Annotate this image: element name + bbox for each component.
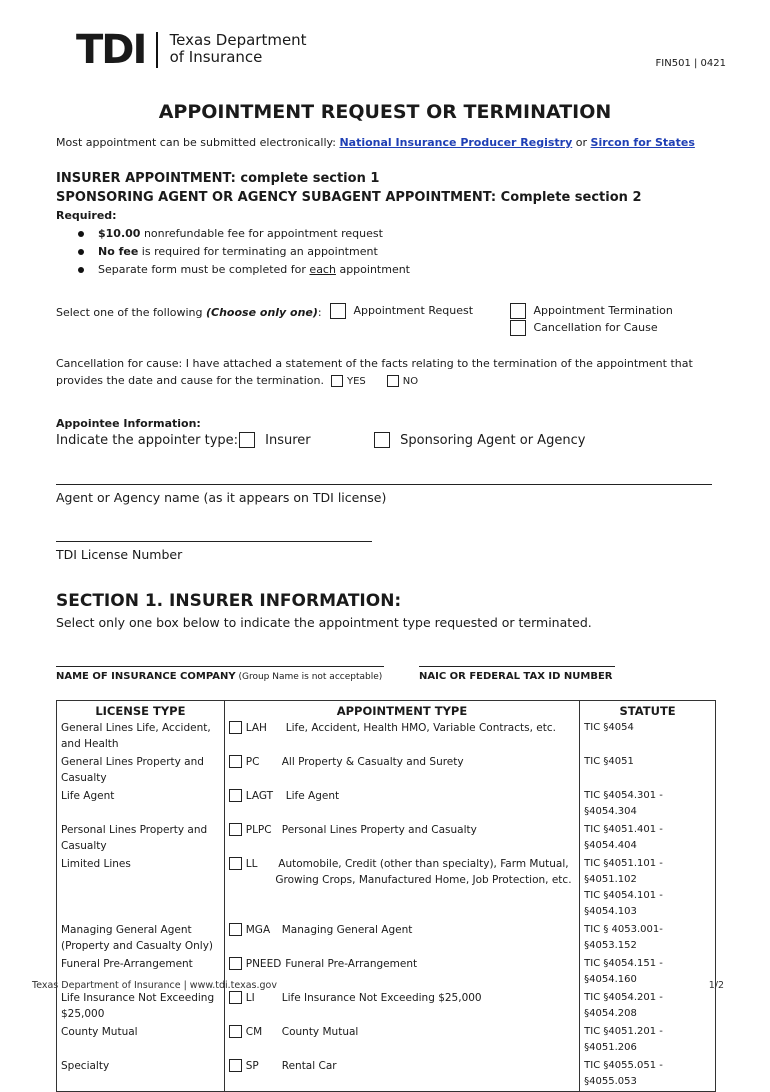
statute-cell: TIC §4054 [580,719,716,753]
appointment-cell: LAGT Life Agent [224,787,579,821]
bullet-icon [78,267,84,273]
required-item-nofee: No fee is required for terminating an appointment [78,245,378,258]
statute-cell: TIC §4051.201 - §4051.206 [580,1023,716,1057]
yes-checkbox[interactable] [331,375,343,387]
checkbox[interactable] [229,857,242,870]
table-row [57,1023,716,1057]
appointment-cell: LI Life Insurance Not Exceeding $25,000 [224,989,579,1023]
appointment-cell: SP Rental Car [224,1057,579,1092]
bullet-icon [78,249,84,255]
table-header-row [57,701,716,720]
license-cell: General Lines Life, Accident, and Health [57,719,225,753]
required-item-fee: $10.00 nonrefundable fee for appointment request [78,227,383,240]
license-cell: Funeral Pre-Arrangement [57,955,225,989]
form-code: FIN501 | 0421 [655,58,726,69]
agent-name-label: Agent or Agency name (as it appears on TDI license) [56,490,387,505]
cancellation-line2: provides the date and cause for the termination. YES NO [56,374,419,387]
table-row [57,821,716,855]
statute-cell: TIC §4051.401 - §4054.404 [580,821,716,855]
license-cell: General Lines Property and Casualty [57,753,225,787]
checkbox[interactable] [229,1059,242,1072]
license-cell: Limited Lines [57,855,225,921]
statute-cell: TIC §4055.051 - §4055.053 [580,1057,716,1092]
appointment-cell: PNEED Funeral Pre-Arrangement [224,955,579,989]
checkbox[interactable] [229,823,242,836]
section1-instruction: Select only one box below to indicate the appointment type requested or terminated. [56,615,592,630]
appointment-type-table [56,700,716,1092]
statute-cell: TIC §4054.151 - §4054.160 [580,955,716,989]
page-title: APPOINTMENT REQUEST OR TERMINATION [158,101,612,123]
cancellation-line1: Cancellation for cause: I have attached a statement of the facts relating to the termination of the appointment that [56,357,693,370]
table-row [57,753,716,787]
insurer-heading: INSURER APPOINTMENT: complete section 1 [56,171,380,186]
intro-line [56,136,695,149]
statute-cell: TIC §4054.301 - §4054.304 [580,787,716,821]
agent-name-field[interactable] [56,484,712,485]
license-cell: Managing General Agent (Property and Casualty Only) [57,921,225,955]
option-sponsoring-agent[interactable]: Sponsoring Agent or Agency [374,432,585,448]
header-appointment-type: APPOINTMENT TYPE [224,701,579,720]
header-statute: STATUTE [580,701,716,720]
tdi-logo [76,27,307,73]
checkbox[interactable] [229,789,242,802]
logo-divider [156,32,158,68]
header-license-type: LICENSE TYPE [57,701,225,720]
appointment-cell: PLPC Personal Lines Property and Casualty [224,821,579,855]
no-checkbox[interactable] [387,375,399,387]
logo-mark: TDI [76,27,146,73]
option-appointment-request[interactable]: Appointment Request [330,303,473,319]
checkbox[interactable] [330,303,346,319]
checkbox[interactable] [510,320,526,336]
sircon-link[interactable]: Sircon for States [590,136,695,149]
naic-field[interactable] [419,666,615,667]
bullet-icon [78,231,84,237]
naic-label: NAIC OR FEDERAL TAX ID NUMBER [419,671,613,682]
yes-label: YES [346,376,366,387]
checkbox[interactable] [229,923,242,936]
checkbox[interactable] [229,755,242,768]
appointment-cell: LL Automobile, Credit (other than specialty), Farm Mutual, Growing Crops, Manufactured Home, Job Protection, etc. [224,855,579,921]
nipr-link[interactable]: National Insurance Producer Registry [339,136,573,149]
statute-cell: TIC §4051.101 - §4051.102 TIC §4054.101 - §4054.103 [580,855,716,921]
appointment-cell: CM County Mutual [224,1023,579,1057]
checkbox[interactable] [510,303,526,319]
sponsoring-heading: SPONSORING AGENT OR AGENCY SUBAGENT APPOINTMENT: Complete section 2 [56,190,642,205]
logo-line2: of Insurance [169,48,263,66]
option-insurer[interactable]: Insurer [239,432,311,448]
appointment-cell: LAH Life, Accident, Health HMO, Variable Contracts, etc. [224,719,579,753]
table-row [57,787,716,821]
checkbox[interactable] [239,432,255,448]
option-cancellation-for-cause[interactable]: Cancellation for Cause [510,320,658,336]
license-cell: Specialty [57,1057,225,1092]
license-cell: County Mutual [57,1023,225,1057]
statute-cell: TIC § 4053.001- §4053.152 [580,921,716,955]
no-label: NO [402,376,419,387]
table-row [57,855,716,921]
table-row [57,989,716,1023]
option-appointment-termination[interactable]: Appointment Termination [510,303,673,319]
required-item-separate: Separate form must be completed for each appointment [78,263,410,276]
appointee-label: Appointee Information: [56,417,201,430]
intro-or: or [575,136,588,149]
checkbox[interactable] [229,721,242,734]
footer-text: Texas Department of Insurance | www.tdi.texas.gov [32,980,277,991]
logo-text [170,32,307,66]
checkbox[interactable] [229,991,242,1004]
intro-text: Most appointment can be submitted electronically: [56,136,336,149]
table-row [57,1057,716,1092]
checkbox[interactable] [229,1025,242,1038]
license-number-field[interactable] [56,541,372,542]
appointment-cell: PC All Property & Casualty and Surety [224,753,579,787]
company-name-field[interactable] [56,666,384,667]
company-name-label: NAME OF INSURANCE COMPANY (Group Name is not acceptable) [56,671,383,682]
checkbox[interactable] [374,432,390,448]
license-cell: Life Agent [57,787,225,821]
required-label: Required: [56,209,117,222]
table-row [57,719,716,753]
checkbox[interactable] [229,957,242,970]
logo-line1: Texas Department [169,31,307,49]
page-number: 1/2 [708,980,724,991]
statute-cell: TIC §4051 [580,753,716,787]
appointer-type-label: Indicate the appointer type: [56,433,239,448]
section1-title: SECTION 1. INSURER INFORMATION: [56,591,402,611]
license-cell: Personal Lines Property and Casualty [57,821,225,855]
select-label: Select one of the following (Choose only one): [56,306,322,319]
table-row [57,921,716,955]
appointment-cell: MGA Managing General Agent [224,921,579,955]
statute-cell: TIC §4054.201 - §4054.208 [580,989,716,1023]
license-number-label: TDI License Number [56,547,183,562]
license-cell: Life Insurance Not Exceeding $25,000 [57,989,225,1023]
